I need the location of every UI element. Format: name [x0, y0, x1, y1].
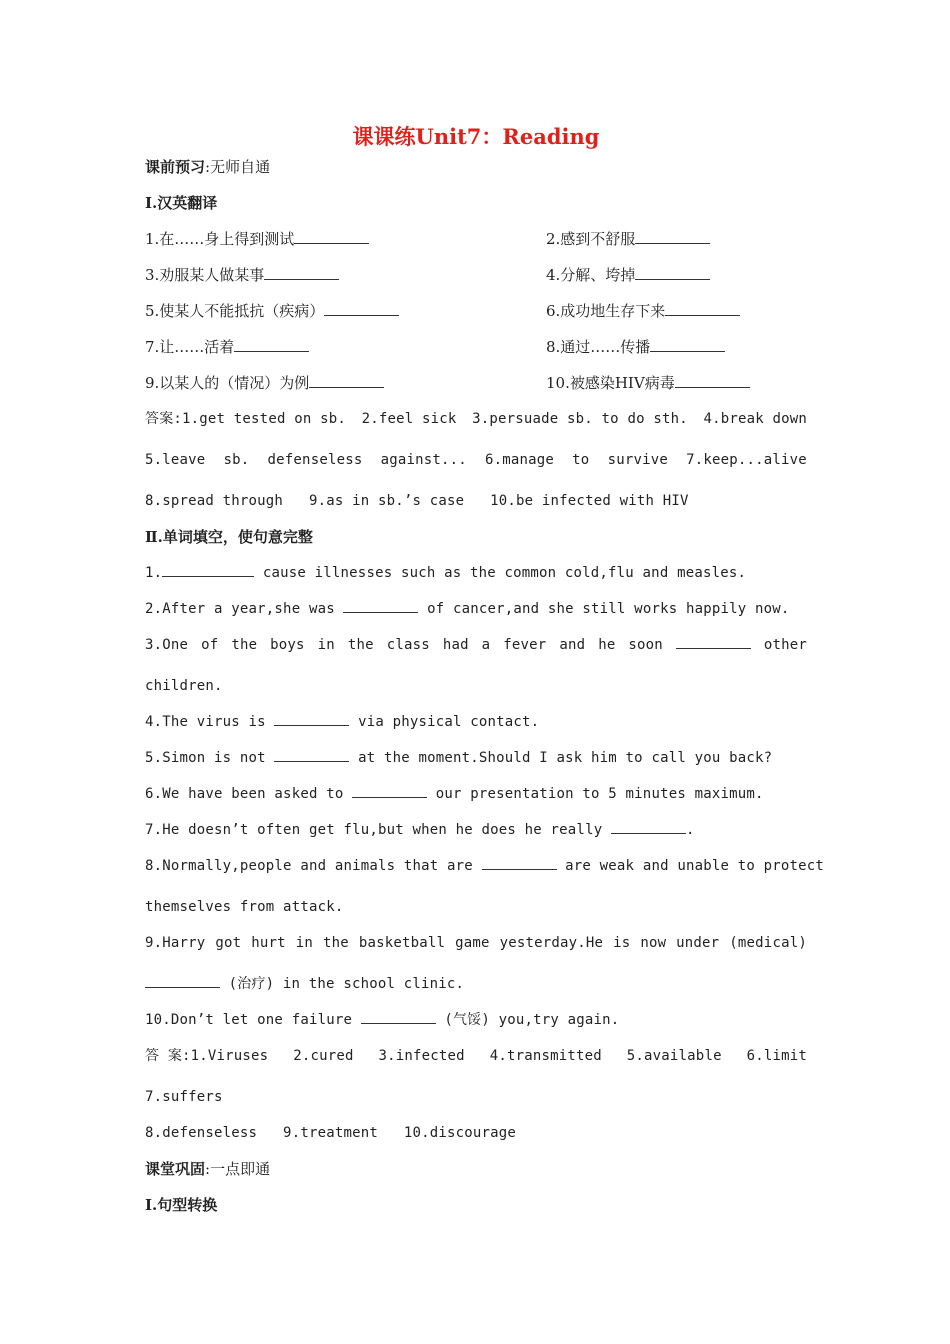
- question-text: our presentation to 5 minutes maximum.: [427, 786, 764, 802]
- answer-text: 5.leave: [145, 452, 206, 468]
- question-word: he: [598, 637, 616, 653]
- answer-text: against...: [380, 452, 467, 468]
- translation-item: 6.成功地生存下来: [546, 302, 666, 320]
- question-text: cause illnesses such as the common cold,flu and measles.: [254, 565, 747, 581]
- question-text: 8.Normally,people and animals that are: [145, 858, 482, 874]
- answer-text: survive: [607, 452, 668, 468]
- question-word: is: [613, 935, 631, 951]
- question-text: 4.The virus is: [145, 714, 275, 730]
- answer-text: 6.limit: [746, 1048, 807, 1064]
- question-word: basketball: [358, 935, 446, 951]
- translation-item: 7.让……活着: [145, 338, 235, 356]
- answer-text: 7.keep...alive: [686, 452, 807, 468]
- question-word: now: [640, 935, 667, 951]
- question-text: (气馁) you,try again.: [435, 1012, 620, 1028]
- question-word: hurt: [251, 935, 286, 951]
- question-word: fever: [503, 637, 547, 653]
- question-text: via physical contact.: [349, 714, 540, 730]
- preview-note: :无师自通: [205, 158, 271, 176]
- answer-blank: [675, 371, 750, 388]
- question-8: [145, 853, 825, 894]
- translation-item: 3.劝服某人做某事: [145, 266, 265, 284]
- translation-row: [145, 370, 807, 406]
- question-text: (治疗) in the school clinic.: [220, 976, 465, 992]
- question-3-cont: children.: [145, 678, 223, 694]
- question-word: class: [386, 637, 430, 653]
- answer-text: 答 案:1.Viruses: [145, 1048, 269, 1064]
- answer-blank: [352, 781, 427, 798]
- answer-blank: [274, 709, 349, 726]
- question-9-cont: [145, 971, 807, 1007]
- question-word: soon: [628, 637, 663, 653]
- question-4: [145, 709, 807, 745]
- answer-line: 8.defenseless 9.treatment 10.discourage: [145, 1125, 517, 1141]
- translation-row: [145, 262, 807, 298]
- answer-blank: [635, 227, 710, 244]
- translation-item: 8.通过……传播: [546, 338, 651, 356]
- section3-heading: Ⅰ.句型转换: [145, 1196, 218, 1214]
- question-text: 10.Don’t let one failure: [145, 1012, 361, 1028]
- question-text: 5.Simon is not: [145, 750, 275, 766]
- question-6: [145, 781, 807, 817]
- answer-text: 4.transmitted: [489, 1048, 602, 1064]
- question-word: the: [322, 935, 349, 951]
- answer-text: 2.feel sick: [361, 411, 457, 427]
- question-5: [145, 745, 807, 781]
- question-1: [145, 560, 807, 596]
- answer-blank: [361, 1007, 436, 1024]
- answer-blank: [611, 817, 686, 834]
- answer-text: 3.infected: [378, 1048, 465, 1064]
- answer-line: 8.spread through 9.as in sb.’s case 10.be infected with HIV: [145, 493, 689, 509]
- question-word: boys: [270, 637, 305, 653]
- question-word: other: [763, 637, 807, 653]
- translation-row: [145, 226, 807, 262]
- question-text: 1.: [145, 565, 163, 581]
- question-text: at the moment.Should I ask him to call you back?: [349, 750, 773, 766]
- answer-blank: [294, 227, 369, 244]
- answer-text: 6.manage: [485, 452, 555, 468]
- answer-text: 答案:1.get tested on sb.: [145, 411, 346, 427]
- answer-blank: [665, 299, 740, 316]
- question-9: [145, 930, 807, 971]
- question-word: 3.One: [145, 637, 189, 653]
- translation-item: 9.以某人的（情况）为例: [145, 374, 310, 392]
- question-word: in: [295, 935, 313, 951]
- page-title: 课课练Unit7：Reading: [352, 124, 600, 149]
- question-word: game: [455, 935, 490, 951]
- question-7: [145, 817, 807, 853]
- consolidate-note: :一点即通: [205, 1160, 271, 1178]
- question-8-cont: themselves from attack.: [145, 899, 344, 915]
- question-word: yesterday.He: [499, 935, 604, 951]
- question-word: a: [481, 637, 491, 653]
- answer-text: 4.break down: [703, 411, 807, 427]
- question-word: 9.Harry: [145, 935, 206, 951]
- question-word: in: [317, 637, 335, 653]
- answer-blank: [145, 971, 220, 988]
- question-2: [145, 596, 807, 632]
- answer-line: [145, 1043, 807, 1084]
- answer-blank: [309, 371, 384, 388]
- preview-label: 课前预习: [145, 158, 206, 176]
- question-text: 6.We have been asked to: [145, 786, 353, 802]
- preview-line: [145, 154, 807, 190]
- consolidate-line: [145, 1156, 807, 1192]
- answer-blank: [635, 263, 710, 280]
- question-text: of cancer,and she still works happily now.: [418, 601, 790, 617]
- answer-line: [145, 406, 807, 447]
- document-page: [145, 120, 825, 1228]
- translation-row: [145, 334, 807, 370]
- translation-item: 10.被感染HIV病毒: [546, 374, 675, 392]
- answer-text: to: [572, 452, 590, 468]
- question-word: of: [201, 637, 219, 653]
- answer-blank: [264, 263, 339, 280]
- answer-blank: [234, 335, 309, 352]
- answer-line: [145, 447, 807, 488]
- answer-text: sb.: [223, 452, 250, 468]
- question-word: (medical): [729, 935, 807, 951]
- answer-text: 5.available: [626, 1048, 722, 1064]
- answer-blank: [343, 596, 418, 613]
- section2-heading: Ⅱ.单词填空，使句意完整: [145, 528, 313, 546]
- translation-item: 1.在……身上得到测试: [145, 230, 295, 248]
- translation-item: 2.感到不舒服: [546, 230, 636, 248]
- section1-heading: Ⅰ.汉英翻译: [145, 194, 218, 212]
- translation-item: 4.分解、垮掉: [546, 266, 636, 284]
- answer-line: 7.suffers: [145, 1089, 223, 1105]
- answer-blank: [162, 560, 254, 577]
- answer-blank: [324, 299, 399, 316]
- question-3: [145, 632, 807, 673]
- question-text: are weak and unable to protect: [556, 858, 825, 874]
- question-text: .: [685, 822, 695, 838]
- answer-blank: [482, 853, 557, 870]
- question-word: the: [231, 637, 258, 653]
- answer-text: defenseless: [267, 452, 363, 468]
- question-word: and: [559, 637, 586, 653]
- question-text: 7.He doesn’t often get flu,but when he does he really: [145, 822, 611, 838]
- answer-text: 3.persuade sb. to do sth.: [472, 411, 688, 427]
- question-text: 2.After a year,she was: [145, 601, 344, 617]
- question-word: got: [215, 935, 242, 951]
- answer-blank: [274, 745, 349, 762]
- question-word: under: [676, 935, 720, 951]
- question-word: had: [442, 637, 469, 653]
- answer-blank: [676, 632, 751, 649]
- answer-text: 2.cured: [293, 1048, 354, 1064]
- consolidate-label: 课堂巩固: [145, 1160, 206, 1178]
- translation-row: [145, 298, 807, 334]
- question-word: the: [347, 637, 374, 653]
- question-10: [145, 1007, 807, 1043]
- answer-blank: [650, 335, 725, 352]
- translation-item: 5.使某人不能抵抗（疾病）: [145, 302, 325, 320]
